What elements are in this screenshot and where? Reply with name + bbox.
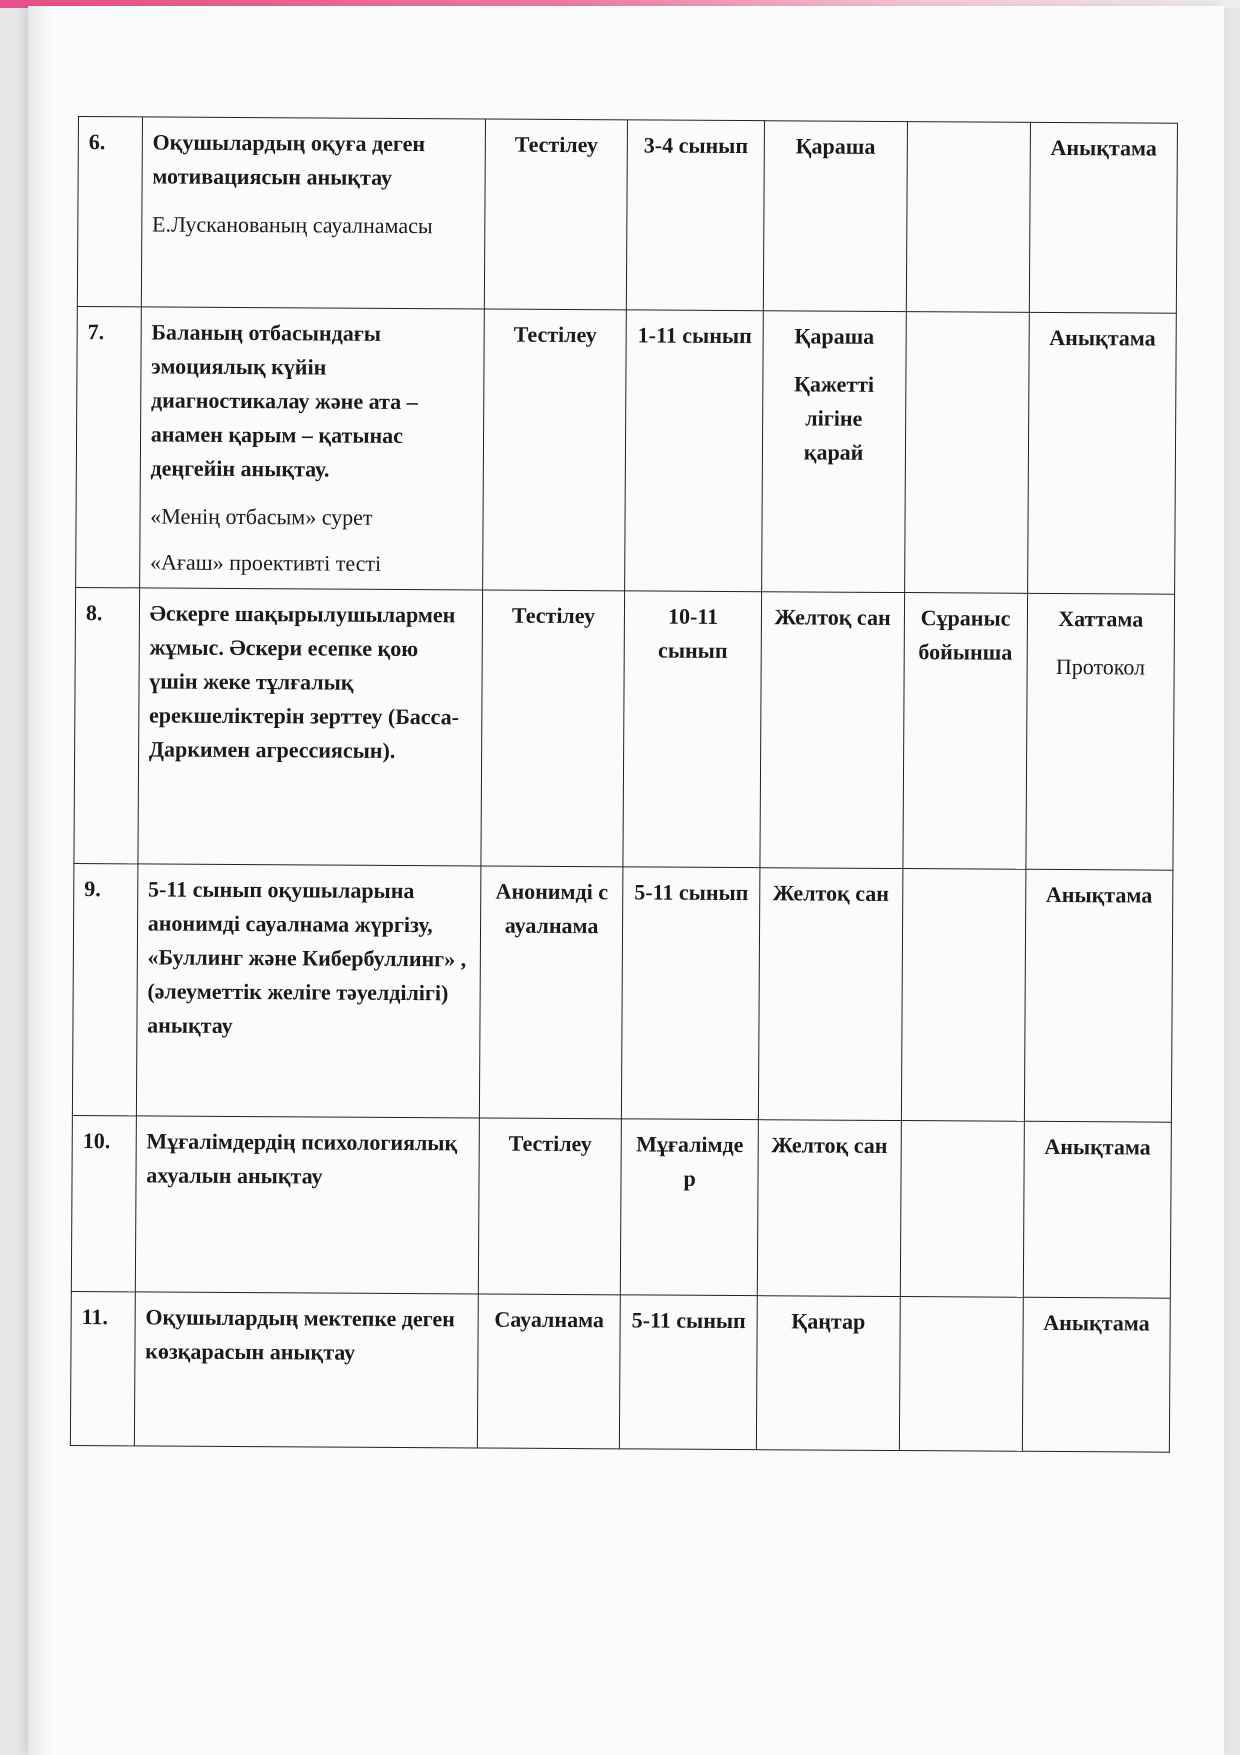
basis-cell — [899, 1297, 1023, 1452]
row-number: 6. — [77, 117, 142, 307]
method-cell: Тестілеу — [481, 590, 626, 867]
task-method-note: «Ағаш» проективті тесті — [149, 549, 382, 576]
participants-cell: Мұғалімдер — [621, 1119, 758, 1296]
basis-cell: Сұраныс бойынша — [903, 593, 1028, 870]
participants-cell: 5-11 сынып — [620, 1295, 757, 1450]
table-row — [76, 306, 1177, 594]
task-cell — [141, 117, 485, 309]
row-number: 11. — [70, 1291, 135, 1445]
task-cell — [138, 588, 483, 866]
result-cell: Анықтама — [1022, 1297, 1170, 1452]
time-cell: Желтоқ сан — [757, 1120, 901, 1297]
time-cell: Желтоқ сан — [760, 592, 905, 869]
time-cell: Желтоқ сан — [758, 868, 902, 1121]
result-value: Хаттама — [1058, 605, 1144, 632]
table-row — [72, 863, 1173, 1122]
participants-cell: 10-11 сынып — [623, 591, 761, 868]
method-cell: Сауалнама — [477, 1294, 621, 1449]
time-note: Қажетті лігіне қарай — [793, 371, 875, 465]
result-cell: Анықтама — [1027, 312, 1176, 594]
result-cell: Анықтама — [1024, 869, 1173, 1122]
task-method-note: «Менің отбасым» сурет — [150, 503, 373, 530]
task-cell — [136, 864, 480, 1118]
method-cell: Тестілеу — [482, 309, 627, 591]
time-cell: Қараша — [763, 121, 907, 312]
page-shadow — [28, 6, 52, 1755]
row-number: 10. — [71, 1115, 136, 1291]
task-title: Оқушылардың оқуға деген мотивациясын анықтау — [152, 129, 426, 190]
row-number: 8. — [74, 587, 139, 863]
task-title: Әскерге шақырылушылармен жұмыс. Әскери есепке қою үшін жеке тұлғалық ерекшеліктерін зерттеу (Басса-Даркимен агрессиясын). — [148, 600, 460, 763]
participants-cell: 1-11 сынып — [625, 310, 763, 592]
task-cell — [134, 1292, 478, 1448]
table-row — [74, 587, 1175, 870]
result-cell: Анықтама — [1023, 1121, 1171, 1298]
task-method-note: Е.Лусканованың сауалнамасы — [151, 211, 433, 239]
basis-cell — [901, 869, 1026, 1122]
task-cell — [135, 1116, 479, 1294]
result-cell — [1026, 593, 1175, 870]
participants-cell: 3-4 сынып — [627, 120, 764, 311]
basis-cell — [906, 122, 1030, 313]
task-title: Оқушылардың мектепке деген көзқарасын анықтау — [145, 1304, 455, 1365]
basis-cell — [900, 1121, 1024, 1298]
task-title: Мұғалімдердің психологиялық ахуалын анықтау — [146, 1128, 458, 1189]
work-plan-table — [70, 116, 1178, 1453]
time-cell — [761, 311, 906, 593]
basis-cell — [904, 312, 1029, 594]
participants-cell: 5-11 сынып — [622, 867, 760, 1120]
method-cell: Анонимді сауалнама — [479, 866, 623, 1119]
result-note: Протокол — [1055, 653, 1146, 680]
table-row — [70, 1291, 1170, 1452]
table-row — [77, 117, 1177, 314]
method-cell: Тестілеу — [478, 1118, 622, 1295]
result-cell: Анықтама — [1029, 122, 1177, 313]
method-cell: Тестілеу — [484, 119, 628, 310]
task-title: 5-11 сынып оқушыларына анонимді сауалнама жүргізу, «Буллинг және Кибербуллинг» , (әлеуметтік желіге тәуелділігі) анықтау — [147, 876, 467, 1038]
table-row — [71, 1115, 1171, 1298]
task-title: Баланың отбасындағы эмоциялық күйін диагностикалау және ата – анамен қарым – қатынас деңгейін анықтау. — [150, 319, 418, 482]
time-value: Қараша — [794, 323, 875, 349]
row-number: 9. — [72, 863, 137, 1115]
task-cell — [139, 307, 484, 590]
scanned-page — [28, 6, 1224, 1755]
time-cell: Қаңтар — [756, 1296, 900, 1451]
row-number: 7. — [76, 306, 141, 587]
